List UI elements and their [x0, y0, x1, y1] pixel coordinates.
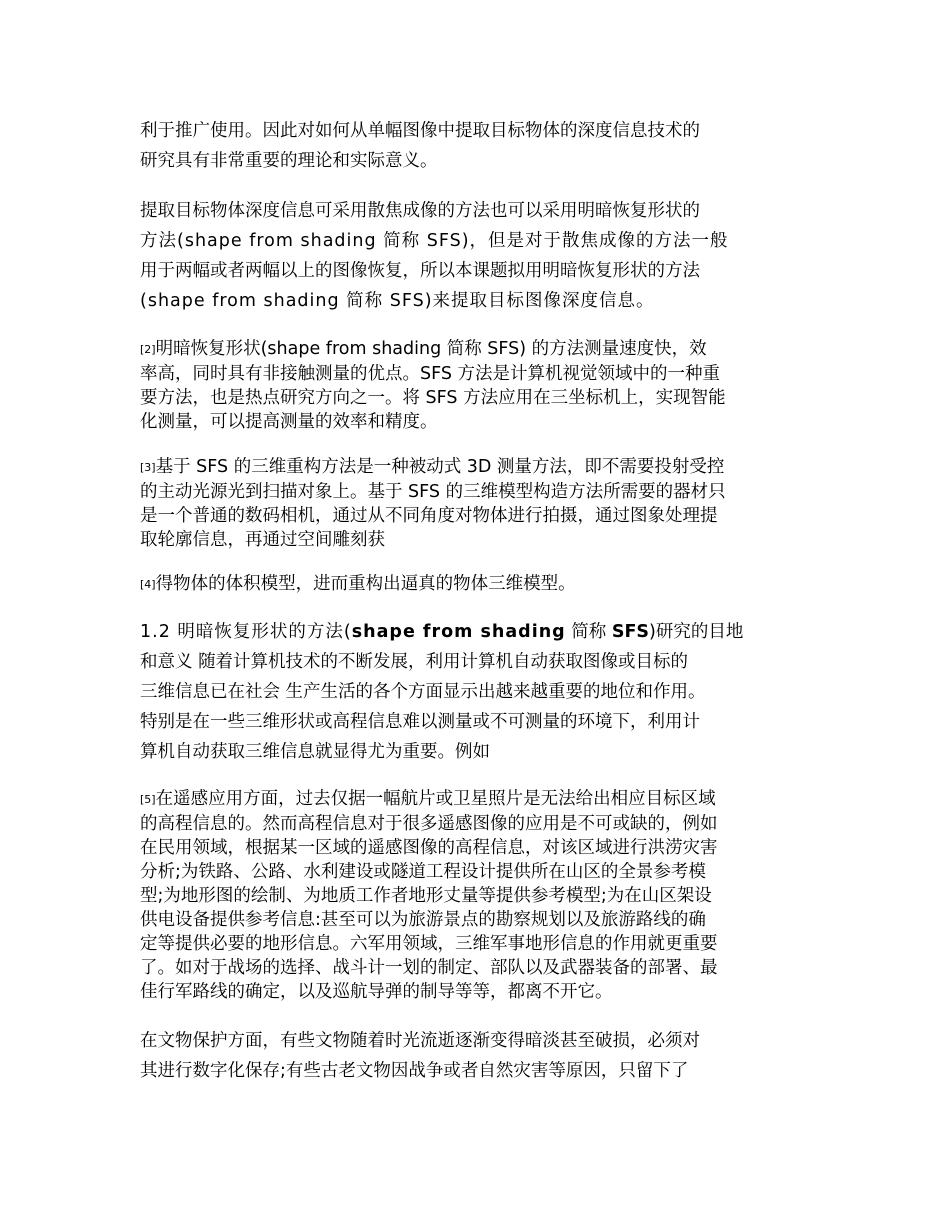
heading-suffix: )研究的目地 [649, 622, 744, 642]
text-line: 的主动光源光到扫描对象上。基于 SFS 的三维模型构造方法所需要的器材只 [140, 482, 726, 502]
section-heading [140, 617, 820, 647]
text-line: 型;为地形图的绘制、为地质工作者地形丈量等提供参考模型;为在山区架设 [140, 886, 712, 906]
paragraph-ref-3 [140, 455, 820, 552]
text-line: 特别是在一些三维形状或高程信息难以测量或不可测量的环境下，利用计 [140, 712, 700, 732]
text-line: 是一个普通的数码相机，通过从不同角度对物体进行拍摄，通过图象处理提 [140, 506, 718, 526]
heading-prefix: 1.2 明暗恢复形状的方法( [140, 622, 352, 642]
text-line [140, 337, 820, 362]
text-line [140, 787, 820, 812]
text-line: 了。如对于战场的选择、战斗计一划的制定、部队以及武器装备的部署、最 [140, 958, 718, 978]
paragraph-ref-4 [140, 572, 820, 597]
heading-bold-abbr: SFS [611, 622, 650, 642]
text-line: 供电设备提供参考信息:甚至可以为旅游景点的勘察规划以及旅游路线的确 [140, 910, 706, 930]
text-line-content: 明暗恢复形状(shape from shading 简称 SFS) 的方法测量速度快，效 [155, 339, 707, 359]
text-line: 佳行军路线的确定，以及巡航导弹的制导等等，都离不开它。 [140, 982, 613, 1002]
paragraph-ref-5 [140, 787, 820, 1004]
text-line: 三维信息已在社会 生产生活的各个方面显示出越来越重要的地位和作用。 [140, 682, 706, 702]
paragraph-intro-continuation [140, 116, 820, 176]
text-line [140, 572, 820, 597]
section-1-2 [140, 617, 820, 767]
paragraph-heritage [140, 1026, 820, 1086]
text-line-content: 基于 SFS 的三维重构方法是一种被动式 3D 测量方法，即不需要投射受控 [155, 457, 725, 477]
heading-bold-term: shape from shading [351, 622, 566, 642]
text-line: 算机自动获取三维信息就显得尤为重要。例如 [140, 742, 490, 762]
text-line: 其进行数字化保存;有些古老文物因战争或者自然灾害等原因，只留下了 [140, 1061, 689, 1081]
citation-ref: [5] [140, 793, 156, 806]
text-line-content: 得物体的体积模型，进而重构出逼真的物体三维模型。 [155, 574, 576, 594]
citation-ref: [4] [140, 578, 156, 591]
citation-ref: [2] [140, 343, 156, 356]
text-line: 提取目标物体深度信息可采用散焦成像的方法也可以采用明暗恢复形状的 [140, 201, 700, 221]
text-line: 研究具有非常重要的理论和实际意义。 [140, 151, 438, 171]
text-line [140, 455, 820, 480]
text-line: 要方法，也是热点研究方向之一。将 SFS 方法应用在三坐标机上，实现智能 [140, 388, 726, 408]
text-line: 方法(shape from shading 简称 SFS)，但是对于散焦成像的方法一般 [140, 231, 729, 251]
heading-mid: 简称 [565, 622, 612, 642]
text-line: 在文物保护方面，有些文物随着时光流逝逐渐变得暗淡甚至破损，必须对 [140, 1031, 700, 1051]
text-line: 率高，同时具有非接触测量的优点。SFS 方法是计算机视觉领域中的一种重 [140, 364, 721, 384]
text-line: 和意义 随着计算机技术的不断发展，利用计算机自动获取图像或目标的 [140, 652, 689, 672]
text-line: 利于推广使用。因此对如何从单幅图像中提取目标物体的深度信息技术的 [140, 121, 700, 141]
text-line: 用于两幅或者两幅以上的图像恢复，所以本课题拟用明暗恢复形状的方法 [140, 261, 700, 281]
text-line: 定等提供必要的地形信息。六军用领域，三维军事地形信息的作用就更重要 [140, 934, 718, 954]
text-line: 在民用领域，根据某一区域的遥感图像的高程信息，对该区域进行洪涝灾害 [140, 838, 718, 858]
paragraph-depth-methods [140, 196, 820, 316]
text-line: 分析;为铁路、公路、水利建设或隧道工程设计提供所在山区的全景参考模 [140, 862, 706, 882]
text-line: (shape from shading 简称 SFS)来提取目标图像深度信息。 [140, 291, 655, 311]
text-line: 化测量，可以提高测量的效率和精度。 [140, 412, 438, 432]
text-line-content: 在遥感应用方面，过去仅据一幅航片或卫星照片是无法给出相应目标区域 [155, 789, 716, 809]
text-line: 的高程信息的。然而高程信息对于很多遥感图像的应用是不可或缺的，例如 [140, 814, 718, 834]
text-line: 取轮廓信息，再通过空间雕刻获 [140, 530, 385, 550]
paragraph-ref-2 [140, 337, 820, 434]
citation-ref: [3] [140, 461, 156, 474]
